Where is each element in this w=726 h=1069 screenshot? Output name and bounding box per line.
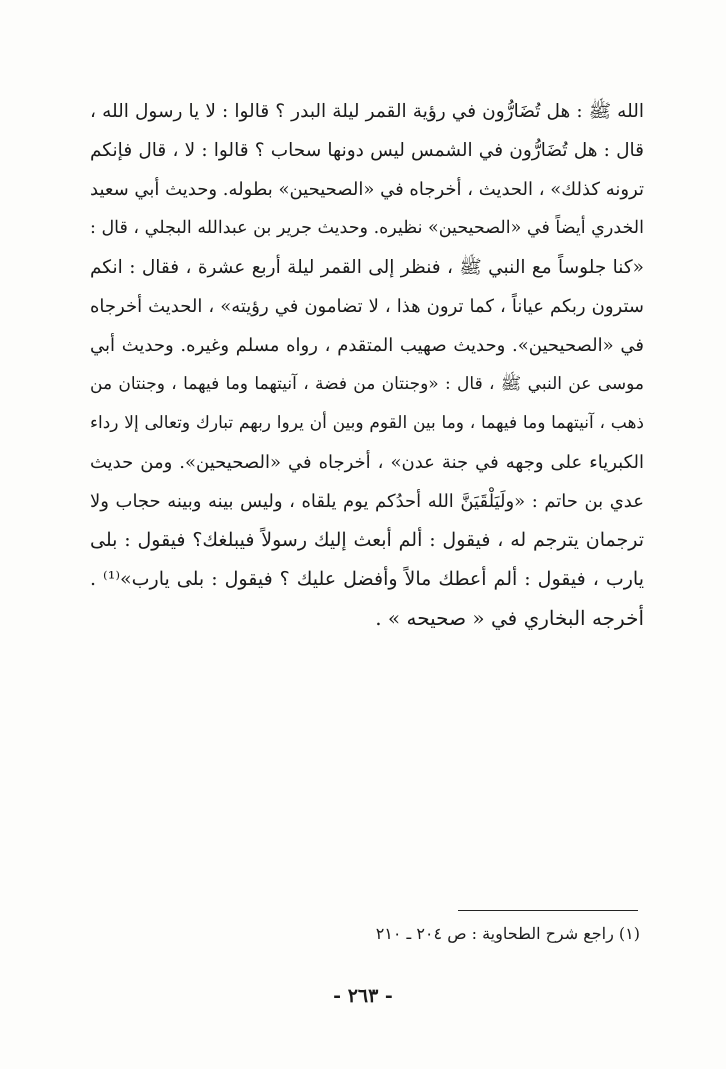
text-line-4: الخدري أيضاً في «الصحيحين» نظيره. وحديث جرير بن عبدالله البجلي ، قال : bbox=[89, 218, 644, 238]
page-number: - ٢٦٣ - bbox=[333, 985, 393, 1007]
text-line-13: يارب ، فيقول : ألم أعطك مالاً وأفضل عليك ؟ فيقول : بلى يارب»⁽¹⁾ . bbox=[90, 568, 644, 590]
text-line-1: الله ﷺ : هل تُضَارُّون في رؤية القمر ليلة البدر ؟ قالوا : لا يا رسول الله ، bbox=[90, 101, 644, 122]
text-line-8: موسى عن النبي ﷺ ، قال : «وجنتان من فضة ، آنيتهما وما فيهما ، وجنتان من bbox=[90, 374, 644, 394]
text-line-10: الكبرياء على وجهه في جنة عدن» ، أخرجاه في «الصحيحين». ومن حديث bbox=[90, 452, 644, 473]
text-line-12: ترجمان يترجم له ، فيقول : ألم أبعث إليك رسولاً فيبلغك؟ فيقول : بلى bbox=[90, 529, 644, 551]
text-line-7: في «الصحيحين». وحديث صهيب المتقدم ، رواه مسلم وغيره. وحديث أبي bbox=[90, 335, 644, 356]
text-line-3: ترونه كذلك» ، الحديث ، أخرجاه في «الصحيحين» بطوله. وحديث أبي سعيد bbox=[90, 179, 644, 200]
text-line-14: أخرجه البخاري في « صحيحه » . bbox=[375, 606, 644, 630]
footnote: (١) راجع شرح الطحاوية : ص ٢٠٤ ـ ٢١٠ bbox=[375, 924, 640, 943]
text-line-9: ذهب ، آنيتهما وما فيهما ، وما بين القوم وبين أن يروا ربهم تبارك وتعالى إلا رداء bbox=[90, 413, 644, 433]
text-line-6: سترون ربكم عياناً ، كما ترون هذا ، لا تضامون في رؤيته» ، الحديث أخرجاه bbox=[90, 296, 644, 317]
main-text-block bbox=[90, 92, 644, 638]
text-line-5: «كنا جلوساً مع النبي ﷺ ، فنظر إلى القمر ليلة أربع عشرة ، فقال : انكم bbox=[90, 257, 644, 278]
footnote-divider bbox=[458, 910, 638, 911]
text-line-2: قال : هل تُضَارُّون في الشمس ليس دونها سحاب ؟ قالوا : لا ، قال فإنكم bbox=[90, 140, 644, 161]
text-line-11: عدي بن حاتم : «ولَيَلْقَيَنَّ الله أحدُكم يوم يلقاه ، وليس بينه وبينه حجاب ولا bbox=[90, 491, 644, 512]
